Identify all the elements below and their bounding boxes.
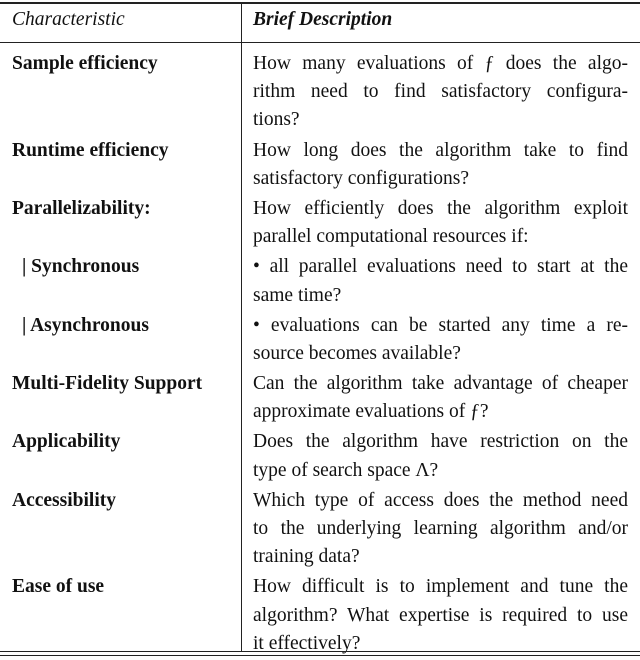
- description-line: rithm need to find satisfactory configura-: [253, 81, 628, 103]
- description-line: How difficult is to implement and tune the: [253, 576, 628, 598]
- row-description: [253, 137, 628, 193]
- description-line: training data?: [253, 546, 360, 568]
- table-row: [0, 573, 640, 658]
- row-description: [253, 370, 628, 426]
- description-line: How efficiently does the algorithm exploit: [253, 197, 628, 219]
- description-line: • evaluations can be started any time a re-: [253, 314, 628, 336]
- description-line: Can the algorithm take advantage of cheaper: [253, 373, 628, 395]
- header-rule: [0, 42, 640, 43]
- row-description: [253, 487, 628, 572]
- description-line: tions?: [253, 109, 300, 131]
- row-description: [253, 195, 628, 251]
- row-characteristic: Accessibility: [12, 489, 116, 511]
- description-line: Which type of access does the method need: [253, 489, 628, 511]
- row-characteristic: Parallelizability:: [12, 197, 151, 219]
- table-row: [0, 253, 640, 309]
- description-line: algorithm? What expertise is required to use: [253, 604, 628, 626]
- row-description: [253, 253, 628, 309]
- row-characteristic: | Synchronous: [22, 256, 140, 278]
- description-line: Does the algorithm have restriction on the: [253, 431, 628, 453]
- table-body: [0, 50, 640, 660]
- table-header: [0, 9, 640, 39]
- row-description: [253, 312, 628, 368]
- table-row: [0, 370, 640, 426]
- row-description: [253, 50, 628, 135]
- row-characteristic: Sample efficiency: [12, 53, 158, 74]
- header-description: Brief Description: [253, 9, 393, 30]
- table-row: [0, 195, 640, 251]
- description-line: parallel computational resources if:: [253, 226, 529, 248]
- header-characteristic: Characteristic: [12, 9, 125, 30]
- description-line: source becomes available?: [253, 342, 461, 364]
- bottom-rule: [0, 651, 640, 652]
- top-rule: [0, 2, 640, 4]
- table-row: [0, 137, 640, 193]
- row-description: [253, 573, 628, 658]
- bottom-rule-double: [0, 655, 640, 656]
- table-row: [0, 487, 640, 572]
- row-characteristic: Ease of use: [12, 576, 105, 598]
- row-description: [253, 428, 628, 484]
- description-line: same time?: [253, 284, 342, 306]
- row-characteristic: Multi-Fidelity Support: [12, 373, 203, 395]
- description-line: it effectively?: [253, 632, 361, 654]
- description-line: How long does the algorithm take to find: [253, 139, 628, 161]
- description-line: approximate evaluations of ƒ?: [253, 401, 489, 423]
- row-characteristic: Runtime efficiency: [12, 139, 169, 161]
- description-line: satisfactory configurations?: [253, 167, 470, 189]
- row-characteristic: Applicability: [12, 431, 121, 453]
- table-row: [0, 428, 640, 484]
- table-row: [0, 312, 640, 368]
- row-characteristic: | Asynchronous: [22, 314, 149, 336]
- description-line: • all parallel evaluations need to start at the: [253, 256, 628, 278]
- description-line: type of search space Λ?: [253, 459, 439, 481]
- table-row: [0, 50, 640, 135]
- description-line: to the underlying learning algorithm and/or: [253, 518, 628, 539]
- description-line: How many evaluations of ƒ does the algo-: [253, 53, 628, 74]
